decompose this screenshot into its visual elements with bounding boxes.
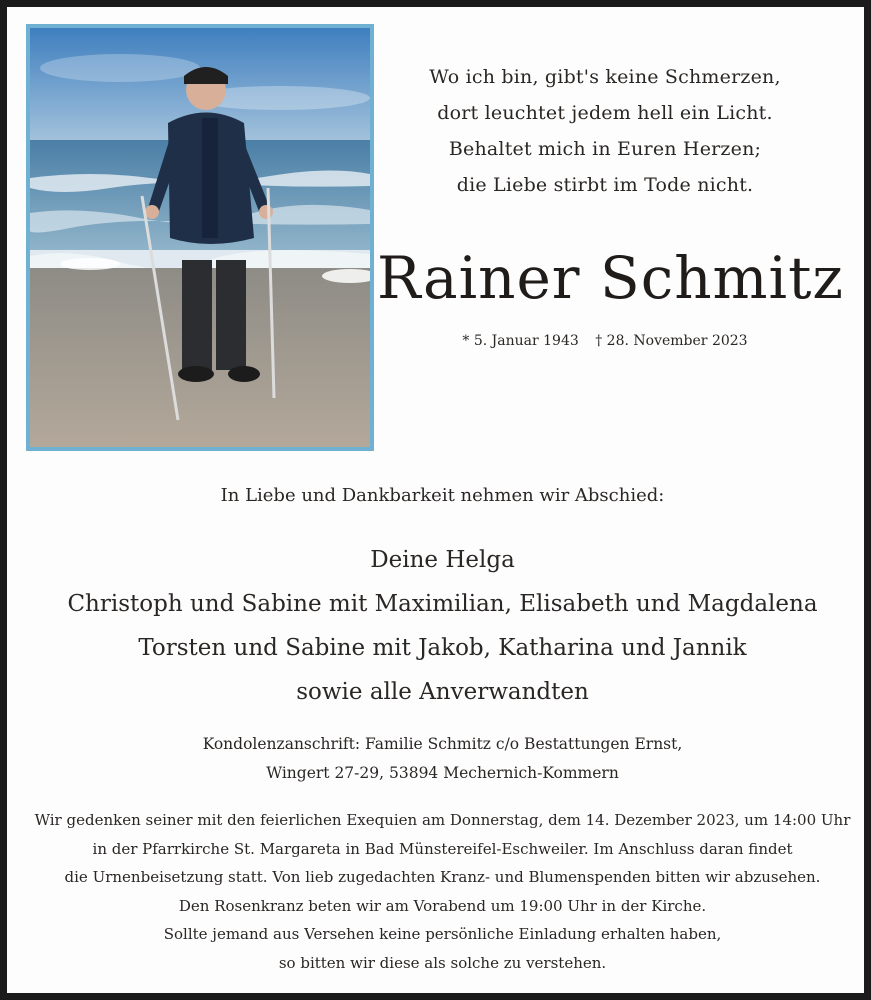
service-line: so bitten wir diese als solche zu verstehen. bbox=[278, 953, 607, 972]
mourner-line: Christoph und Sabine mit Maximilian, Elisabeth und Magdalena bbox=[67, 591, 818, 617]
life-dates bbox=[377, 329, 833, 353]
poem-line: dort leuchtet jedem hell ein Licht. bbox=[437, 102, 773, 124]
mourner-line: Deine Helga bbox=[370, 547, 515, 573]
farewell-intro: In Liebe und Dankbarkeit nehmen wir Abschied: bbox=[220, 485, 665, 506]
poem-line: Behaltet mich in Euren Herzen; bbox=[448, 138, 762, 160]
beach-photo-illustration bbox=[30, 28, 370, 447]
deceased-name: Rainer Schmitz bbox=[377, 244, 844, 312]
service-line: die Urnenbeisetzung statt. Von lieb zugedachten Kranz- und Blumenspenden bitten wir abzusehen. bbox=[64, 868, 821, 887]
service-details bbox=[7, 806, 871, 978]
condolence-address bbox=[7, 730, 871, 788]
portrait-photo bbox=[26, 24, 374, 451]
service-line: Sollte jemand aus Versehen keine persönliche Einladung erhalten haben, bbox=[163, 925, 722, 944]
poem-line: Wo ich bin, gibt's keine Schmerzen, bbox=[429, 66, 781, 88]
service-line: Den Rosenkranz beten wir am Vorabend um 19:00 Uhr in der Kirche. bbox=[178, 896, 707, 915]
mourner-line: sowie alle Anverwandten bbox=[296, 679, 589, 705]
condolence-line: Wingert 27-29, 53894 Mechernich-Kommern bbox=[266, 764, 619, 782]
service-line: in der Pfarrkirche St. Margareta in Bad Münstereifel-Eschweiler. Im Anschluss daran findet bbox=[92, 839, 793, 858]
poem-line: die Liebe stirbt im Tode nicht. bbox=[456, 174, 754, 196]
mourner-line: Torsten und Sabine mit Jakob, Katharina und Jannik bbox=[138, 635, 747, 661]
death-date: † 28. November 2023 bbox=[595, 333, 748, 349]
condolence-line: Kondolenzanschrift: Familie Schmitz c/o Bestattungen Ernst, bbox=[202, 735, 683, 753]
service-line: Wir gedenken seiner mit den feierlichen Exequien am Donnerstag, dem 14. Dezember 2023, um 14:00 Uhr bbox=[34, 811, 851, 829]
birth-date: * 5. Januar 1943 bbox=[462, 333, 579, 349]
mourners-list bbox=[7, 538, 871, 714]
poem bbox=[377, 59, 833, 203]
